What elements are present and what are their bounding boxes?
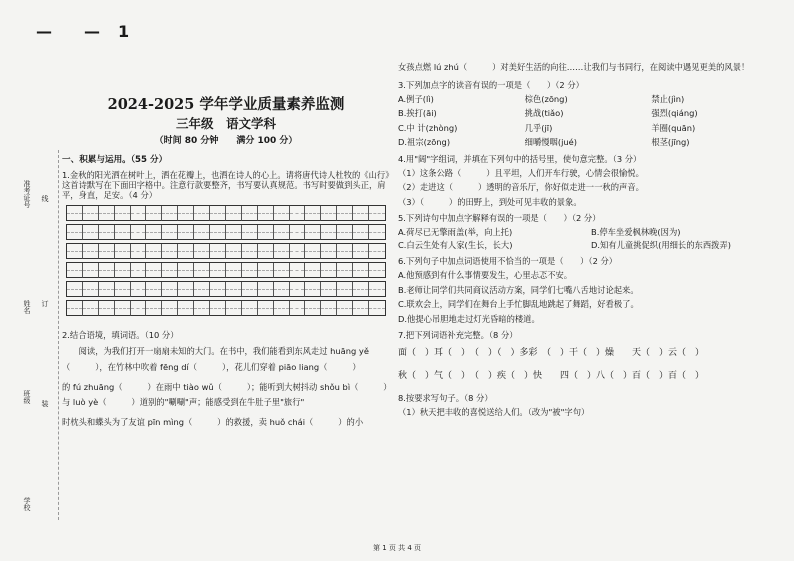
option-text: C.中 计(zhòng) [398,122,458,133]
exam-number-label: 准考证号 [23,180,31,208]
option-text: B.停车坐爱枫林晚(因为) [591,227,681,238]
question-5-stem: 5.下列诗句中加点字解释有误的一项是（ ）（2 分） [398,212,601,223]
option-text: 羊圈(quān) [651,122,696,133]
option-row[interactable] [398,108,778,118]
binding-line-char: 线 [41,195,49,202]
option-text: 根茎(jīng) [651,137,690,148]
option-row[interactable] [398,227,778,237]
question-4-item[interactable]: （1）这条公路（ ）且平坦，人们开车行驶，心情会很愉悦。 [398,167,644,178]
grid-row[interactable] [66,224,386,240]
binding-line [58,150,60,520]
option-row[interactable] [398,137,778,147]
question-2: 2.结合语境，填词语。（10 分） [62,329,179,340]
question-2-passage-1: 阅读，为我们打开一扇扇未知的大门。在书中，我们能看到东风走过 huāng yě（ ），在竹林中吹着 fēng dí（ ），花儿们穿着 piāo liang（ ） [62,346,369,372]
question-4-stem: 4.用"阔"字组词，并填在下列句中的括号里，使句意完整。（3 分） [398,153,642,164]
question-6-stem: 6.下列句子中加点词语使用不恰当的一项是（ ）（2 分） [398,256,618,267]
option-text: 细嚼慢咽(jué) [524,137,577,148]
grid-row[interactable] [66,262,386,278]
option-row[interactable] [398,123,778,133]
question-1: 1.金秋的阳光洒在树叶上，洒在花瓣上，也洒在诗人的心上。请将唐代诗人杜牧的《山行》这首诗默写在下面田字格中。注意行款要整齐，书写要认真规范。书写时要做到头正，肩平，身直，足安。（4 分） [62,169,390,201]
binding-order-char: 订 [41,300,49,307]
option-text[interactable]: D.他提心吊胆地走过灯光昏暗的楼道。 [398,313,540,324]
question-2-passage-2: 的 fú zhuāng（ ）在雨中 tiào wǔ（ ）；能听到大树抖动 shǒu bì（ ）与 luò yè（ ）道别的"唰唰"声；能感受到在牛肚子里"旅行" [62,381,388,408]
option-text: 几乎(jī) [524,122,553,133]
option-text: C.白云生处有人家(生长，长大) [398,239,513,250]
idiom-row-1[interactable]: 面（ ）耳（ ） （ ）（ ）多彩 （ ）干（ ）燥 天（ ）云（ ） [398,348,705,359]
question-6 [398,256,778,324]
top-dash-mark: — [36,22,52,41]
question-3 [398,80,778,148]
question-8-item[interactable]: （1）秋天把丰收的喜悦送给人们。（改为"被"字句） [398,407,590,418]
option-row[interactable] [398,240,778,250]
exam-title: 2024-2025 学年学业质量素养监测 [107,96,345,113]
option-row[interactable] [398,94,778,104]
option-text: 棕色(zōng) [524,94,568,105]
option-text: 挑战(tiǎo) [524,108,564,119]
right-column [398,60,778,423]
top-number-mark: 1 [118,22,130,41]
class-label: 班级 [23,390,31,404]
question-4-item[interactable]: （2）走进这（ ）透明的音乐厅，你好似走进一一秋的声音。 [398,182,644,193]
option-text[interactable]: B.老师让同学们共同商议活动方案，同学们七嘴八舌地讨论起来。 [398,284,639,295]
idiom-row-2[interactable]: 秋（ ）气（ ） （ ）疾（ ）快 四（ ）八（ ）百（ ）百（ ） [398,371,705,382]
section-heading: 一、积累与运用。（55 分） [62,155,168,165]
grid-row[interactable] [66,205,386,221]
writing-grid[interactable] [62,205,390,316]
question-8 [398,393,778,418]
option-text: D.祖宗(zōng) [398,137,451,148]
question-5 [398,213,778,250]
binding-install-char: 装 [41,400,49,407]
grid-row[interactable] [66,300,386,316]
option-text: A.荷尽已无擎雨盖(举，向上托) [398,227,513,238]
school-label: 学校 [23,497,31,511]
question-7 [398,330,778,383]
option-text[interactable]: C.联欢会上，同学们在舞台上手忙脚乱地跳起了舞蹈，好看极了。 [398,299,639,310]
question-2-passage-3: 时枕头和蝶头为了友谊 pīn mìng（ ）的救援，卖 huǒ chái（ ）的小 [62,417,364,428]
exam-meta: （时间 80 分钟 满分 100 分） [154,135,298,146]
top-dash-mark-2: — [84,22,100,41]
question-7-stem: 7.把下列词语补充完整。（8 分） [398,329,518,340]
name-label: 姓名 [23,300,31,314]
passage-continuation: 女孩点燃 lú zhú（ ）对美好生活的向往……让我们与书同行，在阅读中遇见更美的风景！ [398,62,750,72]
option-text: D.知有儿童挑促织(用细长的东西拨弄) [591,239,731,250]
option-text: A.例子(lì) [398,94,434,105]
exam-subject: 三年级 语文学科 [175,116,276,132]
grid-row[interactable] [66,281,386,297]
option-text: 强烈(qiáng) [651,108,698,119]
question-8-stem: 8.按要求写句子。（8 分） [398,392,493,403]
grid-row[interactable] [66,243,386,259]
question-3-stem: 3.下列加点字的读音有误的一项是（ ）（2 分） [398,79,584,90]
page-footer: 第 1 页 共 4 页 [372,544,422,552]
option-text: 禁止(jìn) [651,94,685,105]
option-text[interactable]: A.他预感到有什么事情要发生，心里忐忑不安。 [398,270,573,281]
question-4 [398,154,778,207]
option-text: B.挨打(āi) [398,108,437,119]
question-4-item[interactable]: （3）（ ）的田野上，到处可见丰收的景象。 [398,196,582,207]
left-column [62,90,390,435]
